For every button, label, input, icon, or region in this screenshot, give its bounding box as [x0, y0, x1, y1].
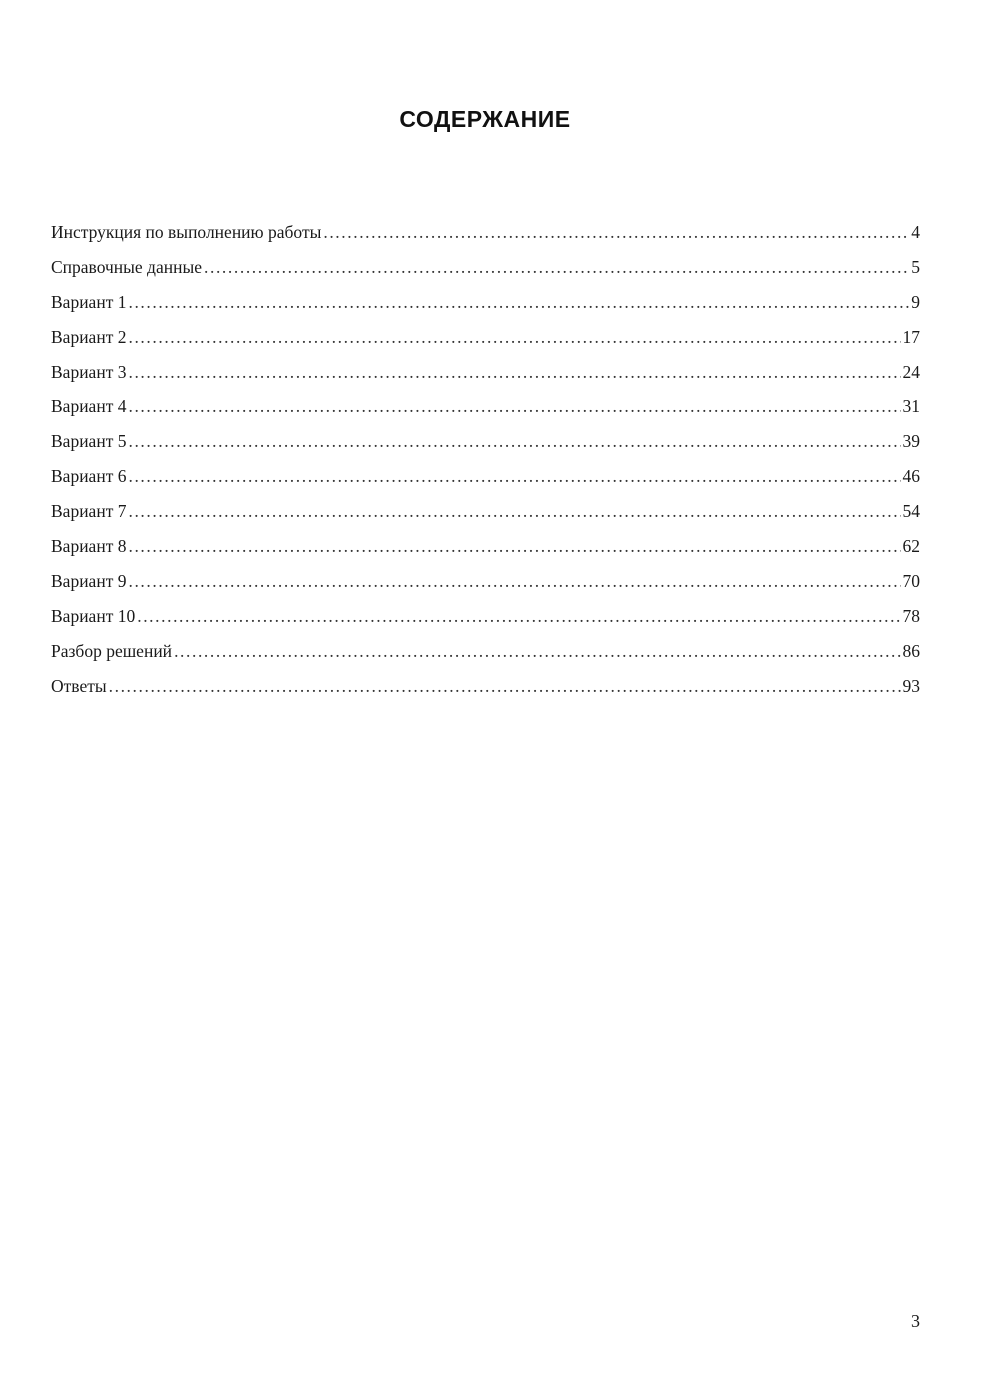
toc-leader-dots	[174, 641, 900, 662]
page-title: СОДЕРЖАНИЕ	[399, 106, 571, 132]
toc-entry-page: 4	[911, 222, 920, 242]
toc-entry-label: Вариант 1	[51, 291, 127, 312]
toc-entry	[51, 362, 920, 397]
toc-leader-dots	[128, 292, 909, 313]
toc-entry-label: Вариант 7	[51, 501, 127, 522]
toc-entry-page: 24	[902, 361, 920, 382]
toc-leader-dots	[128, 362, 900, 383]
toc-leader-dots	[128, 536, 900, 557]
toc-entry	[51, 676, 920, 711]
toc-entry-page: 17	[902, 326, 920, 347]
toc-entry-label: Вариант 10	[51, 605, 136, 626]
toc-leader-dots	[109, 676, 901, 697]
toc-entry-page: 78	[902, 605, 920, 626]
toc-entry	[51, 396, 920, 431]
toc-entry-label: Вариант 4	[51, 396, 127, 417]
toc-leader-dots	[128, 396, 900, 417]
toc-leader-dots	[128, 571, 900, 592]
toc-leader-dots	[128, 501, 900, 522]
toc-entry-page: 70	[902, 570, 920, 591]
toc-entry	[51, 641, 920, 676]
toc-entry-page: 86	[902, 640, 920, 661]
toc-entry-label: Вариант 6	[51, 466, 127, 487]
toc-entry-label: Вариант 8	[51, 536, 127, 557]
toc-entry-page: 54	[902, 501, 920, 522]
toc-entry-label: Вариант 9	[51, 570, 127, 591]
toc-entry	[51, 327, 920, 362]
toc-entry-page: 93	[902, 675, 920, 696]
toc-leader-dots	[323, 222, 909, 243]
toc-entry-label: Ответы	[51, 675, 107, 696]
toc-leader-dots	[128, 466, 900, 487]
table-of-contents	[51, 222, 920, 710]
toc-entry	[51, 501, 920, 536]
toc-entry	[51, 257, 920, 292]
toc-leader-dots	[128, 327, 900, 348]
toc-entry	[51, 536, 920, 571]
toc-leader-dots	[128, 431, 900, 452]
toc-entry-label: Вариант 5	[51, 431, 127, 452]
toc-entry	[51, 292, 920, 327]
toc-entry-page: 62	[902, 536, 920, 557]
toc-leader-dots	[204, 257, 909, 278]
toc-entry-page: 31	[902, 396, 920, 417]
toc-entry-label: Инструкция по выполнению работы	[51, 222, 322, 242]
toc-entry-label: Вариант 2	[51, 326, 127, 347]
toc-leader-dots	[137, 606, 900, 627]
toc-entry-page: 9	[911, 291, 920, 312]
toc-entry-page: 46	[902, 466, 920, 487]
toc-entry-label: Разбор решений	[51, 640, 173, 661]
toc-entry-label: Справочные данные	[51, 256, 202, 277]
page-number: 3	[911, 1311, 920, 1331]
toc-entry-page: 5	[911, 256, 920, 277]
toc-entry	[51, 466, 920, 501]
toc-entry-page: 39	[902, 431, 920, 452]
toc-entry-label: Вариант 3	[51, 361, 127, 382]
toc-entry	[51, 606, 920, 641]
toc-entry	[51, 431, 920, 466]
toc-entry	[51, 222, 920, 257]
toc-entry	[51, 571, 920, 606]
